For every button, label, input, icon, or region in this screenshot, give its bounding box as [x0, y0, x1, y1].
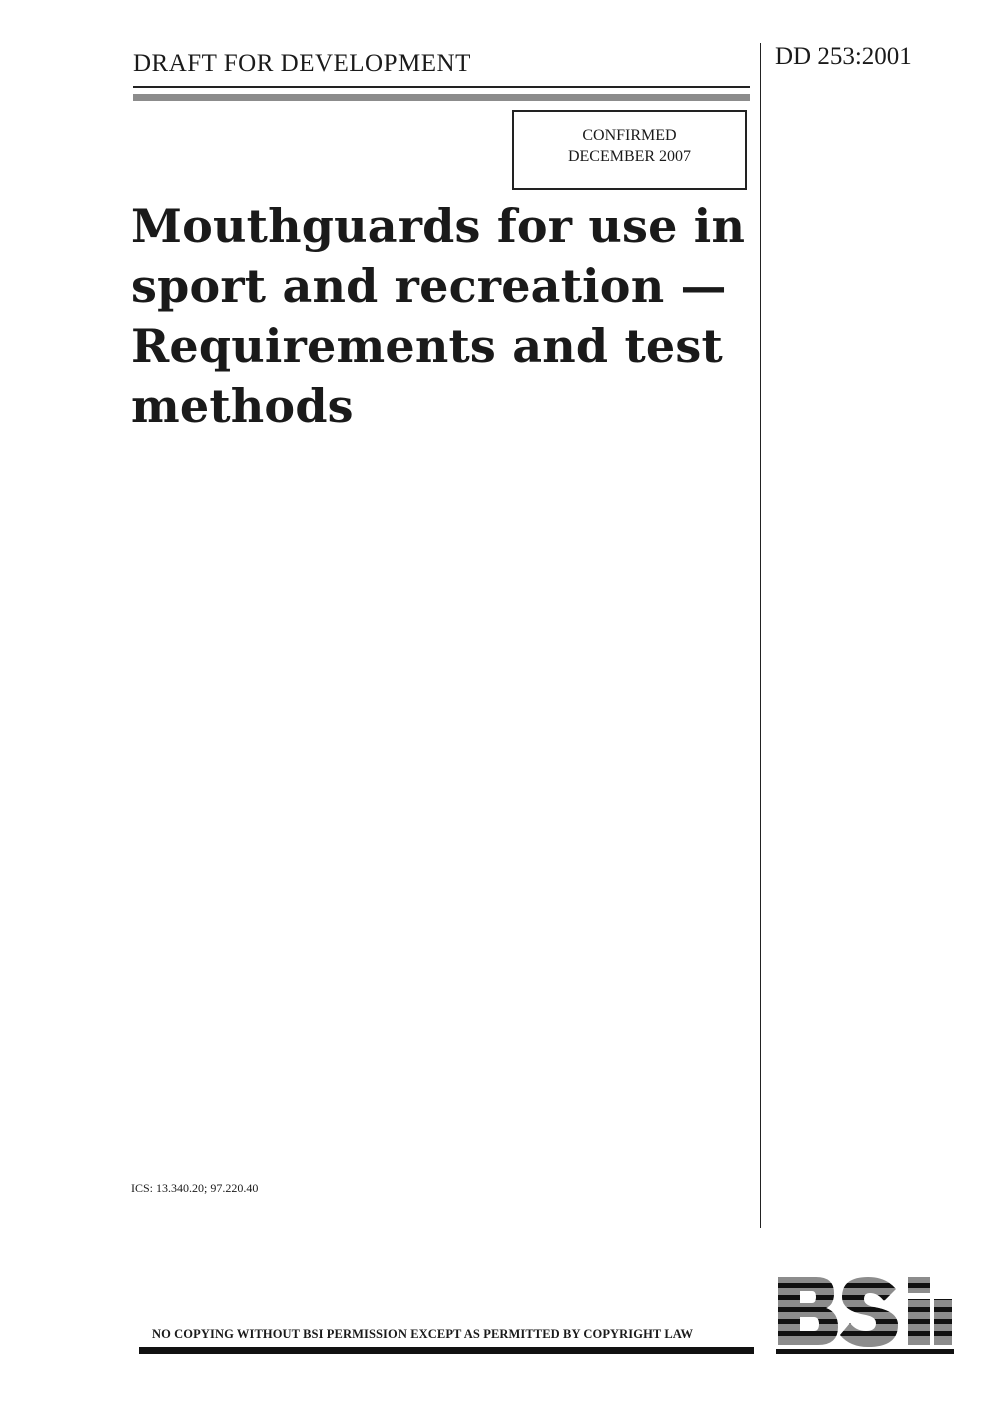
vertical-divider: [760, 43, 761, 1228]
document-title: [131, 196, 751, 436]
header-rule-thick: [133, 94, 750, 101]
confirmed-label: CONFIRMED: [582, 127, 677, 144]
bsi-logo: [776, 1275, 954, 1355]
confirmed-stamp: [512, 110, 747, 190]
copyright-notice: NO COPYING WITHOUT BSI PERMISSION EXCEPT AS PERMITTED BY COPYRIGHT LAW: [152, 1327, 694, 1341]
title-line: Requirements and test: [131, 319, 723, 373]
title-line: methods: [131, 379, 354, 433]
ics-code: ICS: 13.340.20; 97.220.40: [131, 1181, 259, 1195]
header-rule-thin: [133, 86, 750, 88]
footer-rule: [139, 1347, 754, 1354]
document-type: DRAFT FOR DEVELOPMENT: [133, 50, 471, 77]
title-line: sport and recreation —: [131, 259, 727, 313]
confirmed-date: DECEMBER 2007: [567, 148, 692, 165]
document-number: DD 253:2001: [775, 43, 912, 70]
title-line: Mouthguards for use in: [131, 199, 746, 253]
